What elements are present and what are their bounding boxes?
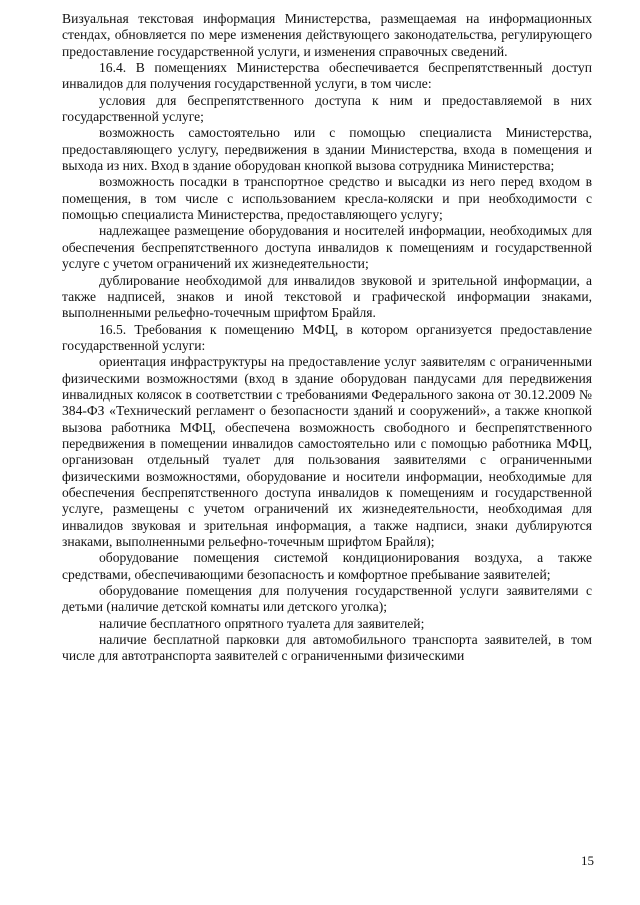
paragraph-free-toilet: наличие бесплатного опрятного туалета для заявителей; xyxy=(99,615,425,631)
paragraph-access-conditions: условия для беспрепятственного доступа к ним и предоставляемой в них государственной услуге; xyxy=(62,92,592,125)
paragraph-braille-duplication: дублирование необходимой для инвалидов звуковой и зрительной информации, а также надписей, знаков и иной текстовой и графической информации знаками, выполненными рельефно-точечным шрифтом Брайля. xyxy=(62,272,592,321)
paragraph-section-16-4: 16.4. В помещениях Министерства обеспечивается беспрепятственный доступ инвалидов для получения государственной услуги, в том числе: xyxy=(62,60,592,92)
paragraph-free-parking: наличие бесплатной парковки для автомобильного транспорта заявителей, в том числе для автотранспорта заявителей с ограниченными физическими xyxy=(62,632,592,664)
page-number: 15 xyxy=(581,853,594,868)
paragraph-vehicle-boarding: возможность посадки в транспортное средство и высадки из него перед входом в помещения, в том числе с использованием кресла-коляски и при необходимости с помощью специалиста Министерства, предоставляющего услугу; xyxy=(62,174,592,223)
document-body xyxy=(62,11,592,665)
paragraph-info-updates: Визуальная текстовая информация Министерства, размещаемая на информационных стендах, обновляется по мере изменения действующего законодательства, регулирующего предоставление государственной услуги, и изменения справочных сведений. xyxy=(62,11,592,59)
paragraph-air-conditioning: оборудование помещения системой кондиционирования воздуха, а также средствами, обеспечивающими безопасность и комфортное пребывание заявителей; xyxy=(62,550,592,582)
paragraph-movement-in-building: возможность самостоятельно или с помощью специалиста Министерства, предоставляющего услугу, передвижения в здании Министерства, входа в помещения и выхода из них. Вход в здание оборудован кнопкой вызова сотрудника Министерства; xyxy=(62,125,592,174)
paragraph-equipment-placement: надлежащее размещение оборудования и носителей информации, необходимых для обеспечения беспрепятственного доступа инвалидов к помещениям и государственной услуге с учетом ограничений их жизнедеятельности; xyxy=(62,223,592,272)
paragraph-children-room: оборудование помещения для получения государственной услуги заявителями с детьми (наличие детской комнаты или детского уголка); xyxy=(62,583,592,615)
paragraph-infrastructure-orientation: ориентация инфраструктуры на предоставление услуг заявителям с ограниченными физическими возможностями (вход в здание оборудован пандусами для передвижения инвалидных колясок в соответствии с требованиями Федерального закона от 30.12.2009 № 384-ФЗ «Технический регламент о безопасности зданий и сооружений», а также кнопкой вызова работника МФЦ, обеспечена возможность свободного и беспрепятственного передвижения в помещении инвалидов самостоятельно или с помощью работника МФЦ, организован отдельный туалет для пользования заявителями с ограниченными физическими возможностями, оборудование и носители информации, необходимые для обеспечения беспрепятственного доступа инвалидов к помещениям и государственной услуге, размещены с учетом ограничений их жизнедеятельности, необходимая для инвалидов звуковая и зрительная информация, а также надписи, знаки дублируются знаками, выполненными рельефно-точечным шрифтом Брайля); xyxy=(62,354,592,549)
paragraph-section-16-5: 16.5. Требования к помещению МФЦ, в котором организуется предоставление государственной услуги: xyxy=(62,321,592,353)
